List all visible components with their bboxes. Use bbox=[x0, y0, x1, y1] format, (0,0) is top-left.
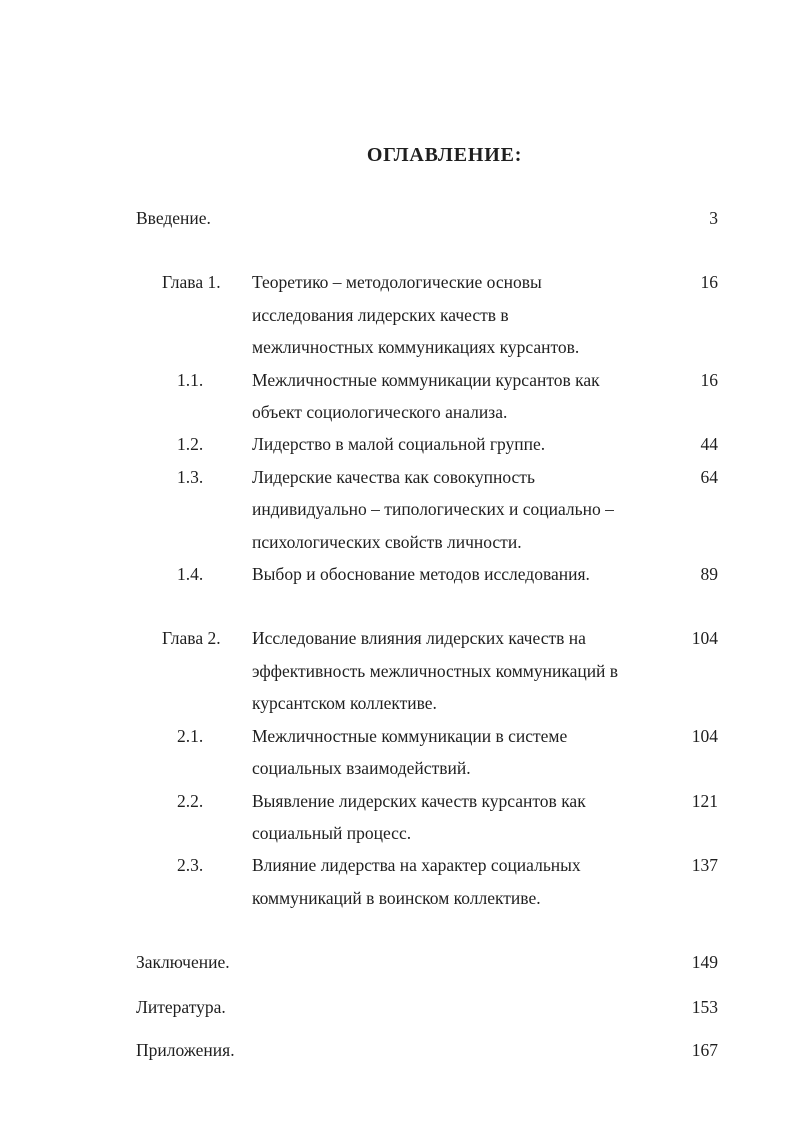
toc-entry-page: 137 bbox=[691, 855, 718, 876]
toc-entry-label: Заключение. bbox=[136, 952, 230, 973]
toc-entry-title-line: Выбор и обоснование методов исследования. bbox=[252, 564, 590, 585]
page-title: ОГЛАВЛЕНИЕ: bbox=[366, 144, 523, 166]
toc-entry-title bbox=[252, 720, 658, 785]
toc-entry-page: 16 bbox=[700, 369, 718, 390]
toc-entry-introduction bbox=[136, 202, 753, 234]
toc-entry-page: 149 bbox=[691, 952, 718, 973]
toc-entry-title-line: курсантском коллективе. bbox=[252, 693, 437, 714]
toc-entry-title-line: объект социологического анализа. bbox=[252, 402, 508, 423]
toc-entry-title-line: социальный процесс. bbox=[252, 822, 412, 843]
toc-entry-title-line: Исследование влияния лидерских качеств на bbox=[252, 628, 586, 649]
toc-entry-1-3 bbox=[136, 461, 753, 558]
toc-entry-label: Введение. bbox=[136, 208, 211, 228]
toc-entry-label: Литература. bbox=[136, 996, 226, 1017]
toc-entry-title-line: исследования лидерских качеств в bbox=[252, 304, 509, 325]
toc-entry-bibliography bbox=[136, 991, 753, 1023]
toc-entry-1-2 bbox=[136, 428, 753, 460]
toc-entry-label: 2.2. bbox=[177, 790, 204, 811]
toc-entry-1-1 bbox=[136, 364, 753, 429]
toc-entry-title-line: социальных взаимодействий. bbox=[252, 758, 471, 779]
toc-entry-title-line: коммуникаций в воинском коллективе. bbox=[252, 887, 541, 908]
toc-entry-title bbox=[252, 461, 658, 558]
toc-entry-title-line: индивидуально – типологических и социально – bbox=[252, 499, 614, 520]
toc-entry-title bbox=[252, 558, 658, 590]
toc-entry-page: 44 bbox=[700, 434, 718, 455]
toc-entry-title-line: Теоретико – методологические основы bbox=[252, 272, 542, 293]
toc-entry-appendices bbox=[136, 1034, 753, 1066]
toc-entry-label: Глава 2. bbox=[162, 628, 221, 649]
toc-entry-title-line: эффективность межличностных коммуникаций в bbox=[252, 660, 619, 681]
toc-entry-conclusion bbox=[136, 946, 753, 978]
toc-entry-title-line: межличностных коммуникациях курсантов. bbox=[252, 337, 580, 358]
toc-entry-title bbox=[252, 266, 658, 363]
toc-entry-chapter-2 bbox=[136, 622, 753, 719]
toc-entry-page: 104 bbox=[691, 628, 718, 649]
toc-entry-page: 16 bbox=[700, 272, 718, 293]
toc-entry-2-2 bbox=[136, 785, 753, 850]
toc-entry-title bbox=[252, 622, 658, 719]
toc-entry-label: Приложения. bbox=[136, 1039, 235, 1060]
toc-entry-title-line: Влияние лидерства на характер социальных bbox=[252, 855, 581, 876]
table-of-contents bbox=[136, 202, 753, 1066]
toc-entry-title-line: Межличностные коммуникации курсантов как bbox=[252, 369, 600, 390]
toc-entry-page: 167 bbox=[691, 1039, 718, 1060]
toc-entry-title-line: Лидерство в малой социальной группе. bbox=[252, 434, 546, 455]
toc-entry-title bbox=[252, 849, 658, 914]
toc-entry-title-line: Выявление лидерских качеств курсантов как bbox=[252, 790, 586, 811]
toc-entry-label: 2.3. bbox=[177, 855, 204, 876]
toc-entry-label: 1.2. bbox=[177, 434, 204, 455]
toc-entry-page: 89 bbox=[700, 564, 718, 585]
toc-entry-page: 104 bbox=[691, 725, 718, 746]
toc-entry-2-3 bbox=[136, 849, 753, 914]
toc-entry-page: 121 bbox=[691, 790, 718, 811]
toc-entry-title bbox=[252, 364, 658, 429]
toc-entry-title-line: психологических свойств личности. bbox=[252, 531, 522, 552]
toc-entry-label: 1.3. bbox=[177, 466, 204, 487]
toc-entry-title-line: Межличностные коммуникации в системе bbox=[252, 725, 568, 746]
toc-entry-label: 2.1. bbox=[177, 725, 204, 746]
toc-entry-title bbox=[252, 428, 658, 460]
toc-entry-chapter-1 bbox=[136, 266, 753, 363]
toc-entry-title-line: Лидерские качества как совокупность bbox=[252, 466, 535, 487]
toc-entry-page: 3 bbox=[709, 208, 718, 228]
toc-entry-label: Глава 1. bbox=[162, 272, 221, 293]
toc-entry-page: 153 bbox=[691, 996, 718, 1017]
toc-entry-page: 64 bbox=[700, 466, 718, 487]
toc-entry-2-1 bbox=[136, 720, 753, 785]
toc-entry-label: 1.1. bbox=[177, 369, 204, 390]
toc-entry-label: 1.4. bbox=[177, 564, 204, 585]
toc-entry-1-4 bbox=[136, 558, 753, 590]
toc-entry-title bbox=[252, 785, 658, 850]
